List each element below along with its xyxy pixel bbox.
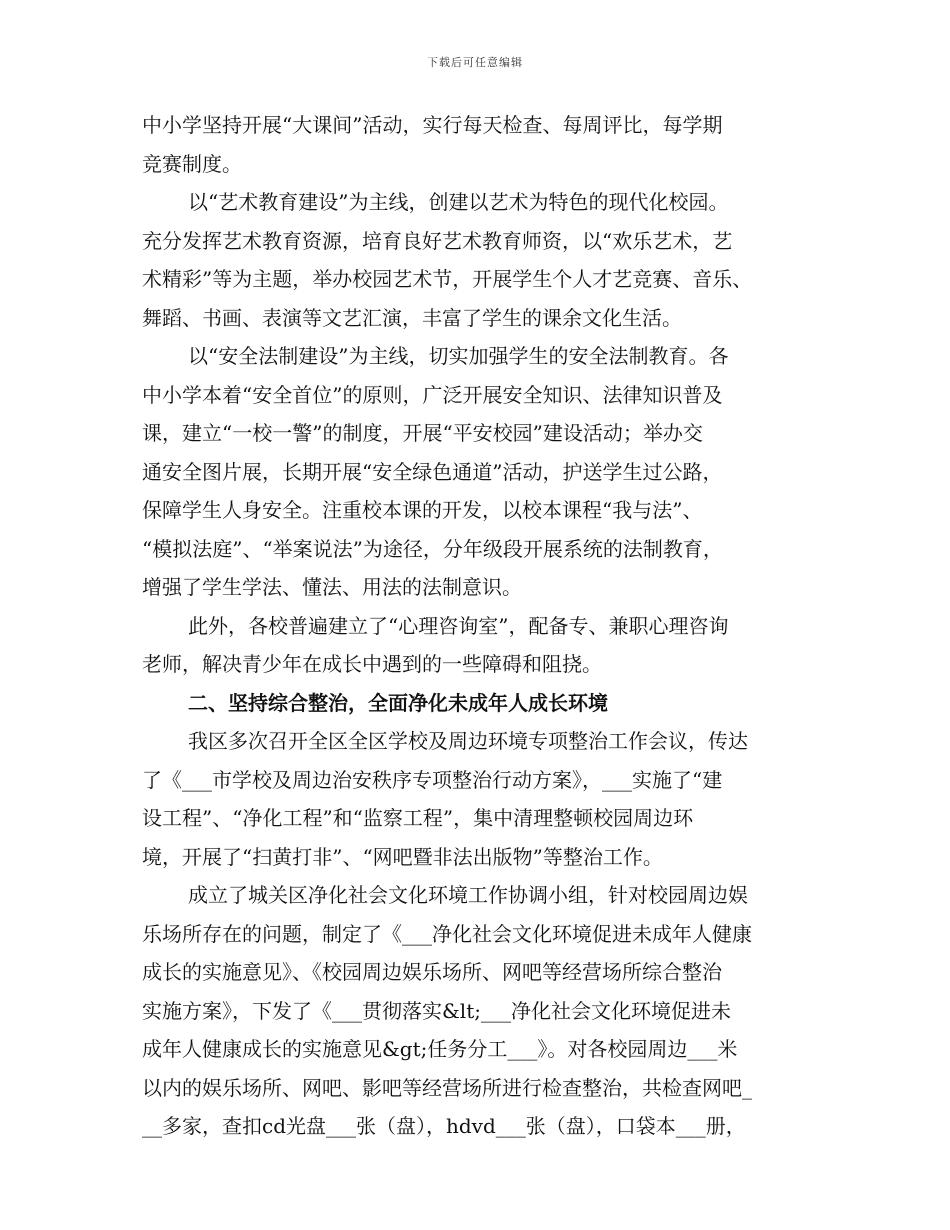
paragraph-line: 了《___市学校及周边治安秩序专项整治行动方案》，___实施了“建 (142, 767, 723, 792)
paragraph-line: 乐场所存在的问题，制定了《___净化社会文化环境促进未成年人健康 (142, 921, 752, 946)
paragraph-line: 术精彩”等为主题，举办校园艺术节，开展学生个人才艺竞赛、音乐、 (142, 267, 753, 291)
paragraph-line: 保障学生人身安全。注重校本课的开发，以校本课程“我与法”、 (142, 498, 703, 522)
paragraph-line: “模拟法庭”、“举案说法”为途径，分年级段开展系统的法制教育， (142, 536, 723, 561)
paragraph-line: 中小学坚持开展“大课间”活动，实行每天检查、每周评比，每学期 (142, 113, 723, 137)
paragraph-first-line: 我区多次召开全区全区学校及周边环境专项整治工作会议，传达 (188, 729, 748, 753)
paragraph-line: 境，开展了“扫黄打非”、“网吧暨非法出版物”等整治工作。 (142, 844, 663, 869)
paragraph-first-line: 此外，各校普遍建立了“心理咨询室”，配备专、兼职心理咨询 (188, 613, 729, 638)
paragraph-line: 实施方案》，下发了《___贯彻落实&lt;___净化社会文化环境促进未 (142, 998, 731, 1023)
paragraph-line: 竞赛制度。 (142, 151, 242, 176)
paragraph-line: 以内的娱乐场所、网吧、影吧等经营场所进行检查整治，共检查网吧_ (142, 1075, 752, 1100)
paragraph-line: 充分发挥艺术教育资源，培育良好艺术教育师资，以“欢乐艺术，艺 (142, 228, 733, 253)
document-body (142, 106, 826, 1146)
paragraph-first-line: 成立了城关区净化社会文化环境工作协调小组，针对校园周边娱 (188, 883, 748, 907)
section-heading: 二、坚持综合整治，全面净化未成年人成长环境 (188, 690, 608, 715)
paragraph-line: 成年人健康成长的实施意见&gt;任务分工___》。对各校园周边___米 (142, 1037, 738, 1061)
paragraph-line: 老师，解决青少年在成长中遇到的一些障碍和阻挠。 (142, 652, 602, 676)
paragraph-line: 舞蹈、书画、表演等文艺汇演，丰富了学生的课余文化生活。 (142, 305, 682, 330)
paragraph-line: 通安全图片展，长期开展“安全绿色通道”活动，护送学生过公路， (142, 459, 723, 484)
paragraph-first-line: 以“艺术教育建设”为主线，创建以艺术为特色的现代化校园。 (188, 190, 729, 214)
paragraph-line: 中小学本着“安全首位”的原则，广泛开展安全知识、法律知识普及 (142, 382, 723, 407)
paragraph-line: 设工程”、“净化工程”和“监察工程”，集中清理整顿校园周边环 (142, 806, 694, 830)
page-header: 下载后可任意编辑 (427, 56, 523, 69)
paragraph-first-line: 以“安全法制建设”为主线，切实加强学生的安全法制教育。各 (188, 344, 729, 368)
paragraph-line: __多家，查扣cd光盘___张（盘），hdvd___张（盘），口袋本___册， (142, 1114, 746, 1138)
paragraph-line: 成长的实施意见》、《校园周边娱乐场所、网吧等经营场所综合整治 (142, 960, 722, 984)
paragraph-line: 增强了学生学法、懂法、用法的法制意识。 (142, 575, 522, 599)
paragraph-line: 课，建立“一校一警”的制度，开展“平安校园”建设活动；举办交 (142, 421, 703, 445)
